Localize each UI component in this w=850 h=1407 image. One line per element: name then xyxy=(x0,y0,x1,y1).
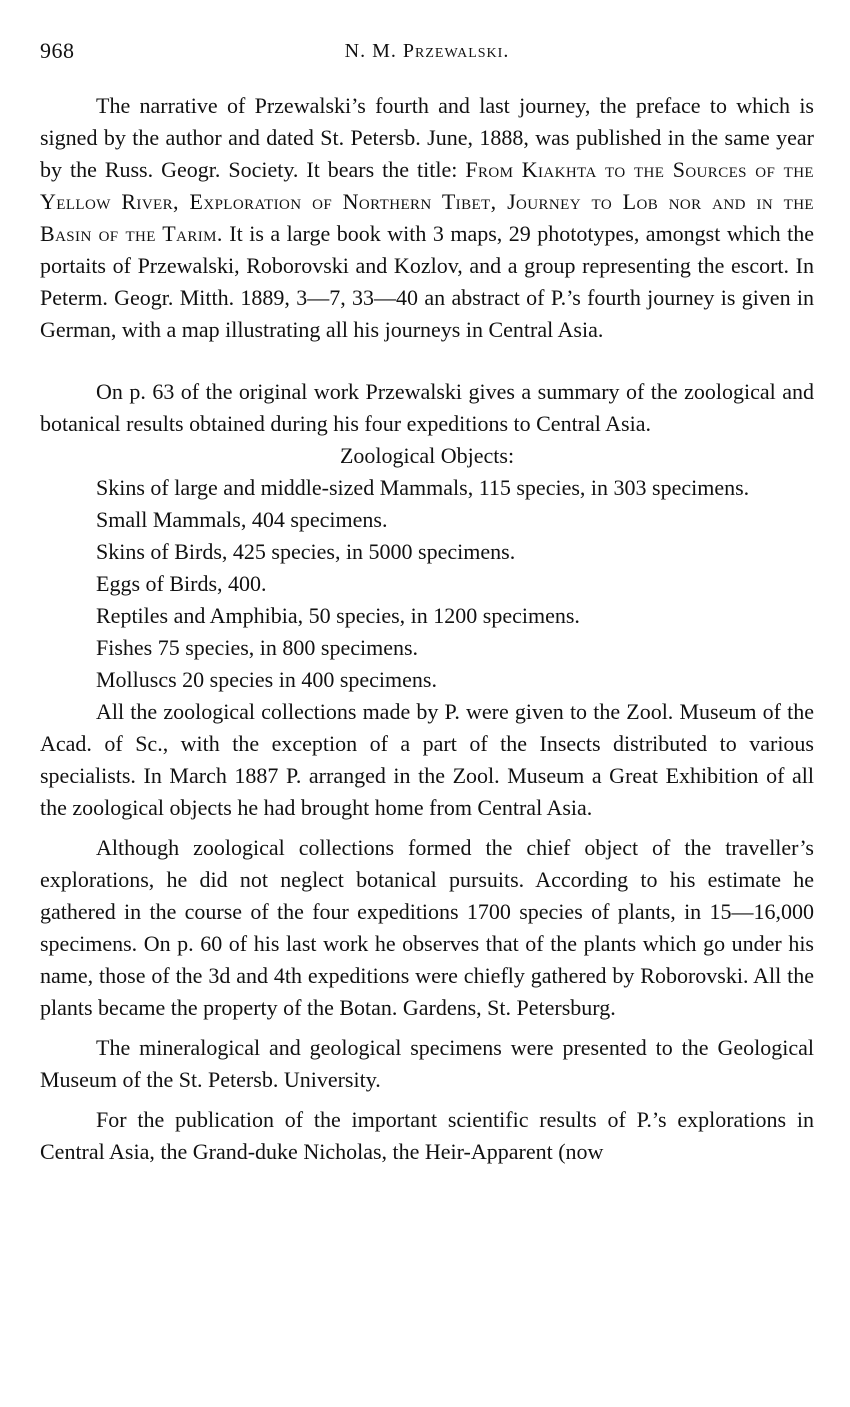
zoo-item-fishes: Fishes 75 species, in 800 specimens. xyxy=(96,635,419,660)
zoo-item-molluscs: Molluscs 20 species in 400 specimens. xyxy=(96,667,437,692)
zoological-objects-heading: Zoological Objects: xyxy=(339,443,515,468)
paragraph-mineralogical: The mineralogical and geological specimens were presented to the Geological Museum of the St. Petersb. University. xyxy=(40,1035,814,1092)
paragraph-summary: On p. 63 of the original work Przewalski gives a summary of the zoological and botanical results obtained during his four expeditions to Central Asia. xyxy=(40,379,814,436)
zoo-item-bird-eggs: Eggs of Birds, 400. xyxy=(96,571,267,596)
zoo-item-bird-skins: Skins of Birds, 425 species, in 5000 specimens. xyxy=(96,539,516,564)
paragraph-publication: For the publication of the important scientific results of P.’s explorations in Central Asia, the Grand-duke Nicholas, the Heir-Apparent (now xyxy=(40,1107,814,1164)
paragraph-narrative-text-b: It is a large book with 3 maps, 29 phototypes, amongst which the portaits of Przewalski, Roborovski and Kozlov, and a group representing the escort. In Peterm. Geogr. Mitth. 1889, 3—7, 33—40 an abstract of P.’s fourth journey is given in German, with a map illustrating all his journeys in Central Asia. xyxy=(40,221,814,342)
running-head: N. M. Przewalski. xyxy=(344,40,510,62)
paragraph-narrative xyxy=(40,90,814,346)
zoo-item-small-mammals: Small Mammals, 404 specimens. xyxy=(96,507,388,532)
page-number: 968 xyxy=(40,38,75,63)
paragraph-gap xyxy=(40,346,814,376)
paragraph-zoological-collections: All the zoological collections made by P. were given to the Zool. Museum of the Acad. of Sc., with the exception of a part of the Insects distributed to various specialists. In March 1887 P. arranged in the Zool. Museum a Great Exhibition of all the zoological objects he had brought home from Central Asia. xyxy=(40,699,814,820)
zoo-item-mammals-large: Skins of large and middle-sized Mammals, 115 species, in 303 specimens. xyxy=(96,475,750,500)
zoo-item-reptiles: Reptiles and Amphibia, 50 species, in 1200 specimens. xyxy=(96,603,580,628)
page xyxy=(40,38,814,1168)
paragraph-botanical: Although zoological collections formed the chief object of the traveller’s explorations, he did not neglect botanical pursuits. According to his estimate he gathered in the course of the four expeditions 1700 species of plants, in 15—16,000 specimens. On p. 60 of his last work he observes that of the plants which go under his name, those of the 3d and 4th expeditions were chiefly gathered by Roborovski. All the plants became the property of the Botan. Gardens, St. Petersburg. xyxy=(40,835,814,1020)
paragraph-narrative-text-a: The narrative of Przewalski’s fourth and last journey, the preface to which is signed by the author and dated St. Petersb. June, 1888, was published in the same year by the Russ. Geogr. Society. It bears the title: xyxy=(40,93,814,182)
page-header xyxy=(40,38,814,72)
book-title: From Kiakhta to the Sources of the Yellow River, Exploration of Northern Tibet, Journey to Lob nor and in the Basin of the Tarim. xyxy=(40,157,814,246)
